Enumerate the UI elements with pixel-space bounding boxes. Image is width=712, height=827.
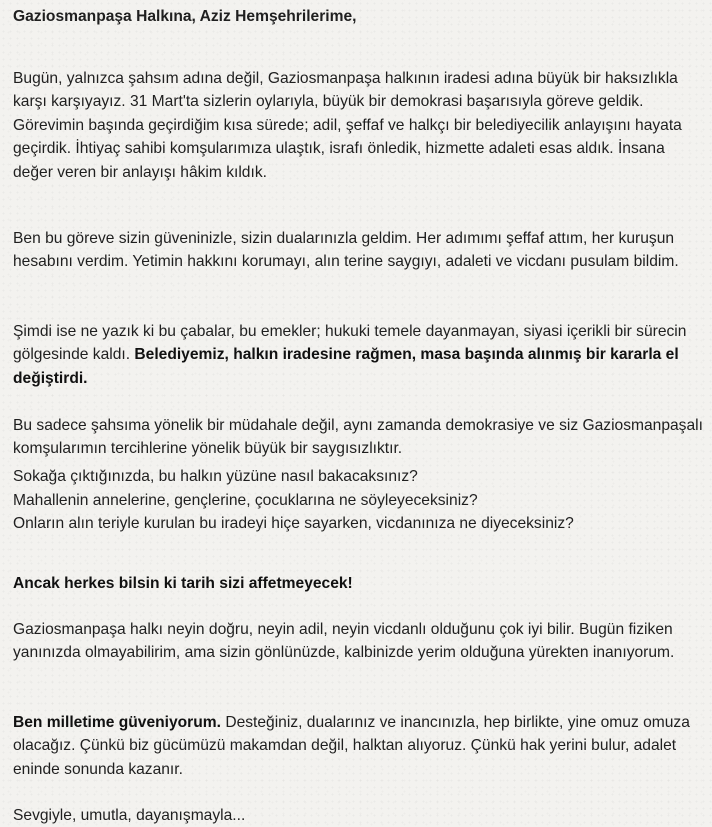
paragraph-4: Bu sadece şahsıma yönelik bir müdahale değil, aynı zamanda demokrasiye ve siz Gaziosmanpaşalı komşularımın tercihlerine yönelik büyük bir saygısızlıktır. (13, 416, 703, 458)
question-line-2: Mahallenin annelerine, gençlerine, çocuklarına ne söyleyeceksiniz? (13, 491, 478, 509)
paragraph-8-text: Desteğiniz, dualarınız ve inancınızla, hep birlikte, yine omuz omuza olacağız. Çünkü biz gücümüzü makamdan değil, halktan alıyoruz. Çünkü hak yerini bulur, adalet eninde sonunda kazanır. (13, 713, 690, 778)
paragraph-1: Bugün, yalnızca şahsım adına değil, Gaziosmanpaşa halkının iradesi adına büyük bir haksızlıkla karşı karşıyayız. 31 Mart'ta sizlerin oylarıyla, büyük bir demokrasi başarısıyla göreve geldik. Görevimin başında geçirdiğim kısa sürede; adil, şeffaf ve halkçı bir belediyecilik anlayışını hayata geçirdik. İhtiyaç sahibi komşularımıza ulaştık, israfı önledik, hizmette adaleti esas aldık. İnsana değer veren bir anlayışı hâkim kıldık. (13, 69, 682, 181)
paragraph-7: Gaziosmanpaşa halkı neyin doğru, neyin adil, neyin vicdanlı olduğunu çok iyi bilir. Bugün fiziken yanınızda olmayabilirim, ama sizin gönlünüzde, kalbinizde yerim olduğuna yürekten inanıyorum. (13, 620, 675, 662)
closing-line: Sevgiyle, umutla, dayanışmayla... (13, 806, 246, 824)
paragraph-8 (13, 711, 705, 782)
question-line-1: Sokağa çıktığınızda, bu halkın yüzüne nasıl bakacaksınız? (13, 468, 418, 485)
question-line-3: Onların alın teriyle kurulan bu iradeyi hiçe sayarken, vicdanınıza ne diyeceksiniz? (13, 515, 574, 533)
paragraph-3 (13, 320, 705, 391)
paragraph-5 (13, 465, 705, 536)
paragraph-3-emphasis: Belediyemiz, halkın iradesine rağmen, masa başında alınmış bir kararla el değiştirdi. (13, 346, 679, 387)
paragraph-3-text: Şimdi ise ne yazık ki bu çabalar, bu emekler; hukuki temele dayanmayan, siyasi içerikli bir sürecin gölgesinde kaldı. (13, 322, 687, 364)
paragraph-8-emphasis: Ben milletime güveniyorum. (13, 713, 221, 731)
letter-greeting: Gaziosmanpaşa Halkına, Aziz Hemşehrilerime, (13, 8, 357, 25)
paragraph-6-emphasis: Ancak herkes bilsin ki tarih sizi affetmeyecek! (13, 574, 353, 592)
paragraph-2: Ben bu göreve sizin güveninizle, sizin dualarınızla geldim. Her adımımı şeffaf attım, her kuruşun hesabını verdim. Yetimin hakkını korumayı, alın terine saygıyı, adaleti ve vicdanı pusulam bildim. (13, 229, 679, 271)
